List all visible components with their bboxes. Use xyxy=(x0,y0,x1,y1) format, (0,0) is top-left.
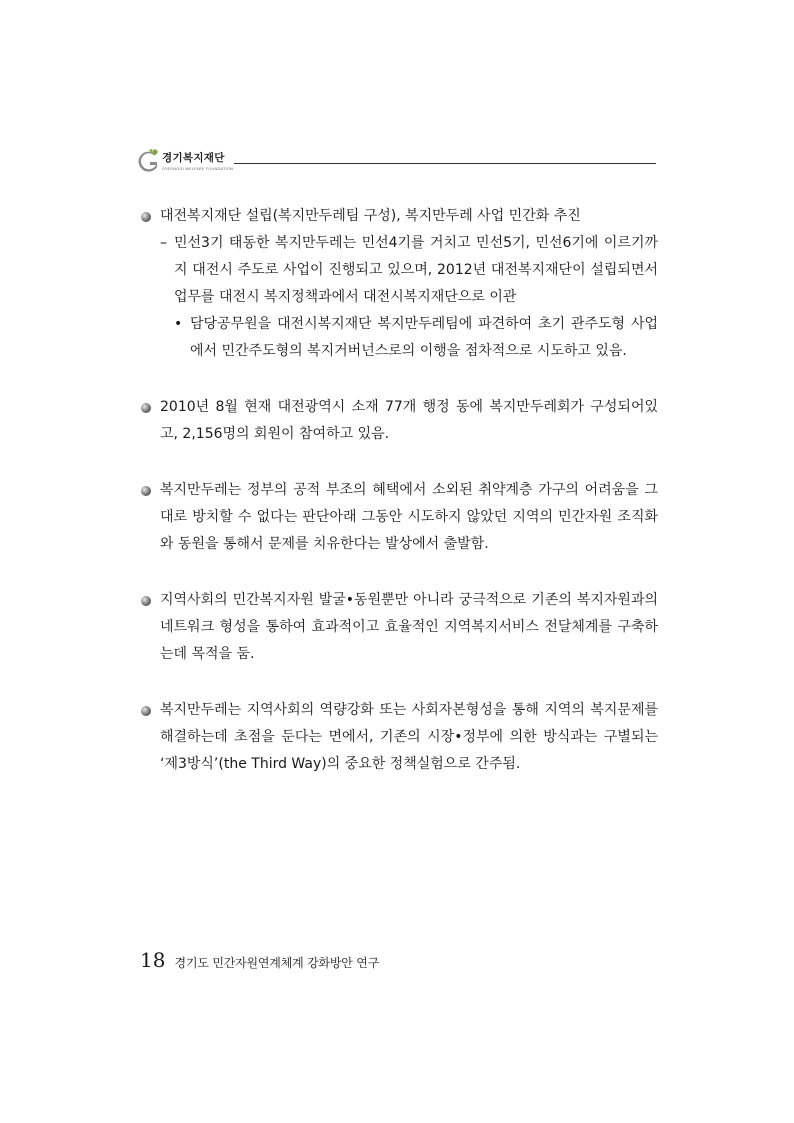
page-number: 18 xyxy=(140,948,166,972)
page-header xyxy=(138,146,656,176)
bullet-paragraph xyxy=(138,697,658,778)
dash-mark: – xyxy=(160,235,167,251)
bullet-paragraph xyxy=(138,477,658,558)
sphere-bullet-icon xyxy=(140,595,152,607)
bullet-text: 복지만두레는 정부의 공적 부조의 혜택에서 소외된 취약계층 가구의 어려움을 그대로 방치할 수 없다는 판단아래 그동안 시도하지 않았던 지역의 민간자원 조직화와 동원을 통해서 문제를 치유한다는 발상에서 출발함. xyxy=(160,482,658,552)
dash-paragraph xyxy=(138,230,658,311)
bullet-text: 2010년 8월 현재 대전광역시 소재 77개 행정 동에 복지만두레회가 구성되어있고, 2,156명의 회원이 참여하고 있음. xyxy=(160,399,658,442)
org-name: 경기복지재단 xyxy=(162,152,225,164)
sphere-bullet-icon xyxy=(140,705,152,717)
sphere-bullet-icon xyxy=(140,211,152,223)
header-divider xyxy=(234,163,656,164)
document-title: 경기도 민간자원연계체계 강화방안 연구 xyxy=(174,956,380,970)
dot-text: 담당공무원을 대전시복지재단 복지만두레팀에 파견하여 초기 관주도형 사업에서 민간주도형의 복지거버넌스로의 이행을 점차적으로 시도하고 있음. xyxy=(190,316,658,359)
page-footer xyxy=(140,948,379,972)
sphere-bullet-icon xyxy=(140,485,152,497)
sphere-bullet-icon xyxy=(140,402,152,414)
dot-mark: • xyxy=(174,316,183,332)
org-subtitle: GYEONGGI WELFARE FOUNDATION xyxy=(162,166,234,171)
bullet-text: 복지만두레는 지역사회의 역량강화 또는 사회자본형성을 통해 지역의 복지문제를 해결하는데 초점을 둔다는 면에서, 기존의 시장•정부에 의한 방식과는 구별되는 ‘제3방식’(the Third Way)의 중요한 정책실험으로 간주됨. xyxy=(160,702,658,772)
dash-text: 민선3기 태동한 복지만두레는 민선4기를 거치고 민선5기, 민선6기에 이르기까지 대전시 주도로 사업이 진행되고 있으며, 2012년 대전복지재단이 설립되면서 업무를 대전시 복지정책과에서 대전시복지재단으로 이관 xyxy=(174,235,658,305)
bullet-text: 지역사회의 민간복지자원 발굴•동원뿐만 아니라 궁극적으로 기존의 복지자원과의 네트워크 형성을 통하여 효과적이고 효율적인 지역복지서비스 전달체계를 구축하는데 목적을 둠. xyxy=(160,592,658,662)
bullet-paragraph xyxy=(138,203,658,230)
foundation-logo-icon xyxy=(138,148,160,174)
document-body xyxy=(138,203,658,778)
bullet-paragraph xyxy=(138,394,658,448)
bullet-paragraph xyxy=(138,587,658,668)
bullet-text: 대전복지재단 설립(복지만두레팀 구성), 복지만두레 사업 민간화 추진 xyxy=(160,208,581,224)
dot-paragraph xyxy=(138,311,658,365)
